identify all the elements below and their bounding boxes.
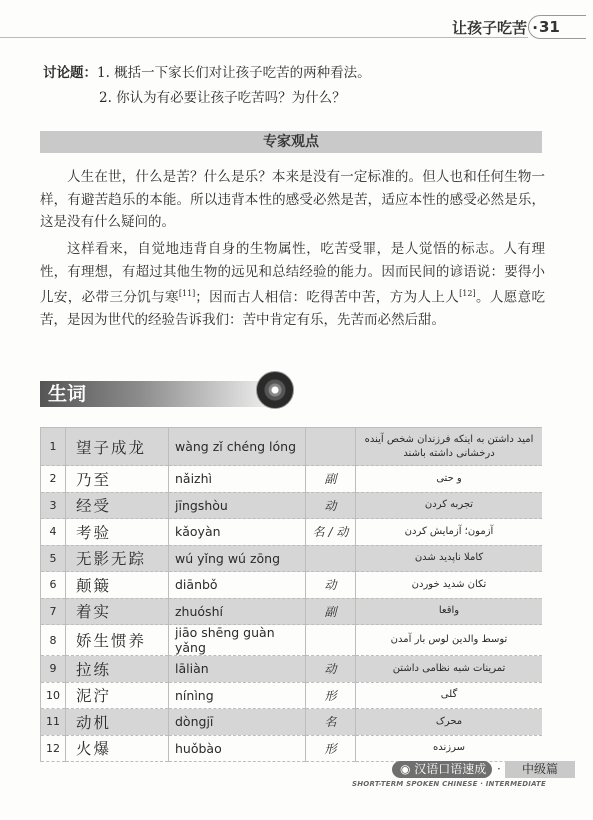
vocab-table: [40, 427, 542, 762]
header-rule: [0, 37, 528, 38]
vocab-translation: و حتی: [356, 466, 543, 493]
vocab-pinyin: nínìng: [169, 682, 306, 709]
vocab-translation: توسط والدین لوس بار آمدن: [356, 625, 543, 656]
vocab-pinyin: huǒbào: [169, 735, 306, 762]
vocab-pinyin: jīngshòu: [169, 492, 306, 519]
vocab-hanzi: 乃至: [66, 466, 169, 493]
footnote-ref-11: [11]: [178, 289, 196, 298]
vocab-row: [41, 735, 543, 762]
vocab-pinyin: zhuóshí: [169, 598, 306, 625]
discussion-question-1: [43, 61, 371, 81]
vocab-number: 12: [41, 735, 66, 762]
vocab-part-of-speech: 动: [306, 656, 356, 683]
vocab-number: 8: [41, 625, 66, 656]
discussion-label: 讨论题：: [43, 65, 97, 81]
vocab-number: 4: [41, 519, 66, 546]
footer-dot: ·: [497, 762, 501, 776]
vocab-part-of-speech: 动: [306, 492, 356, 519]
discussion-question-2: [99, 86, 346, 106]
vocab-row: [41, 519, 543, 546]
vocab-row: [41, 545, 543, 572]
vocab-number: 6: [41, 572, 66, 599]
vocab-pinyin: kǎoyàn: [169, 519, 306, 546]
page-number: 31: [528, 15, 586, 39]
vocab-hanzi: 拉练: [66, 656, 169, 683]
vocab-part-of-speech: 名 / 动: [306, 519, 356, 546]
series-english-title: SHORT-TERM SPOKEN CHINESE · INTERMEDIATE: [352, 780, 546, 788]
vocab-pinyin: wàng zǐ chéng lóng: [169, 428, 306, 466]
vocab-number: 7: [41, 598, 66, 625]
vocab-hanzi: 着实: [66, 598, 169, 625]
vocab-number: 3: [41, 492, 66, 519]
vocab-row: [41, 598, 543, 625]
vocab-part-of-speech: 形: [306, 735, 356, 762]
vocab-pinyin: wú yǐng wú zōng: [169, 545, 306, 572]
vocab-number: 11: [41, 709, 66, 736]
vocab-pinyin: nǎizhì: [169, 466, 306, 493]
vocab-hanzi: 泥泞: [66, 682, 169, 709]
vocab-hanzi: 动机: [66, 709, 169, 736]
vocab-translation: امید داشتن به اینکه فرزندان شخص آینده درخشانی داشته باشند: [356, 428, 543, 466]
vocab-title: 生词: [48, 383, 87, 405]
vocab-row: [41, 682, 543, 709]
vocab-part-of-speech: 形: [306, 682, 356, 709]
vocab-hanzi: 经受: [66, 492, 169, 519]
question-2-text: 2. 你认为有必要让孩子吃苦吗？为什么？: [99, 90, 346, 106]
vocab-translation: کاملا ناپدید شدن: [356, 545, 543, 572]
vocab-number: 9: [41, 656, 66, 683]
vocab-translation: واقعا: [356, 598, 543, 625]
vocab-row: [41, 466, 543, 493]
vocab-pinyin: diānbǒ: [169, 572, 306, 599]
vocab-translation: محرک: [356, 709, 543, 736]
footnote-ref-12: [12]: [459, 289, 476, 298]
paragraph-2: [40, 238, 545, 332]
vocab-part-of-speech: 副: [306, 466, 356, 493]
series-badge: ◉ 汉语口语速成: [392, 761, 492, 778]
paragraph-1: 人生在世，什么是苦？什么是乐？本来是没有一定标准的。但人也和任何生物一样，有避苦趋乐的本能。所以违背本性的感受必然是苦，适应本性的感受必然是乐，这是没有什么疑问的。: [40, 169, 545, 230]
vocab-hanzi: 颠簸: [66, 572, 169, 599]
vocab-part-of-speech: 副: [306, 598, 356, 625]
vocab-part-of-speech: [306, 625, 356, 656]
chapter-title: 让孩子吃苦 ·: [452, 19, 538, 37]
vocab-translation: تکان شدید خوردن: [356, 572, 543, 599]
vocab-row: [41, 656, 543, 683]
vocab-pinyin: dòngjī: [169, 709, 306, 736]
vocab-hanzi: 考验: [66, 519, 169, 546]
vocab-translation: آزمون؛ آزمایش کردن: [356, 519, 543, 546]
paragraph-2-part-a: 这样看来，自觉地违背自身的生物属性，吃苦受罪，是人觉悟的标志。人有理性，有理想，有超过其他生物的远见和总结经验的能力。因而民间的谚语说：要得小儿安，必带三分饥与寒: [40, 241, 545, 306]
vocab-row: [41, 572, 543, 599]
vocab-number: 2: [41, 466, 66, 493]
vocab-hanzi: 火爆: [66, 735, 169, 762]
vocab-number: 1: [41, 428, 66, 466]
vocab-hanzi: 无影无踪: [66, 545, 169, 572]
vocab-translation: سرزنده: [356, 735, 543, 762]
vocab-translation: گلی: [356, 682, 543, 709]
vocab-hanzi: 望子成龙: [66, 428, 169, 466]
vocab-translation: تجربه کردن: [356, 492, 543, 519]
question-1-text: 1. 概括一下家长们对让孩子吃苦的两种看法。: [97, 65, 371, 81]
vocab-number: 10: [41, 682, 66, 709]
vocab-row: [41, 625, 543, 656]
vocab-pinyin: jiāo shēng guàn yǎng: [169, 625, 306, 656]
vocab-pinyin: lāliàn: [169, 656, 306, 683]
vocab-translation: تمرینات شبه نظامی داشتن: [356, 656, 543, 683]
level-badge: 中级篇: [505, 761, 575, 778]
vocab-hanzi: 娇生惯养: [66, 625, 169, 656]
vocab-part-of-speech: 动: [306, 572, 356, 599]
vocab-part-of-speech: [306, 545, 356, 572]
vocab-row: [41, 709, 543, 736]
vocab-row: [41, 492, 543, 519]
vocab-row: [41, 428, 543, 466]
vocab-part-of-speech: 名: [306, 709, 356, 736]
audio-cd-icon: [256, 371, 294, 409]
paragraph-2-part-b: ；因而古人相信：吃得苦中苦，方为人上人: [195, 289, 460, 306]
vocab-part-of-speech: [306, 428, 356, 466]
vocab-number: 5: [41, 545, 66, 572]
section-banner: 专家观点: [40, 131, 542, 153]
paragraph-2-part-c: 。人愿意吃苦，是因为世代的经验告诉我们：苦中肯定有乐，先苦而必然后甜。: [40, 289, 546, 328]
